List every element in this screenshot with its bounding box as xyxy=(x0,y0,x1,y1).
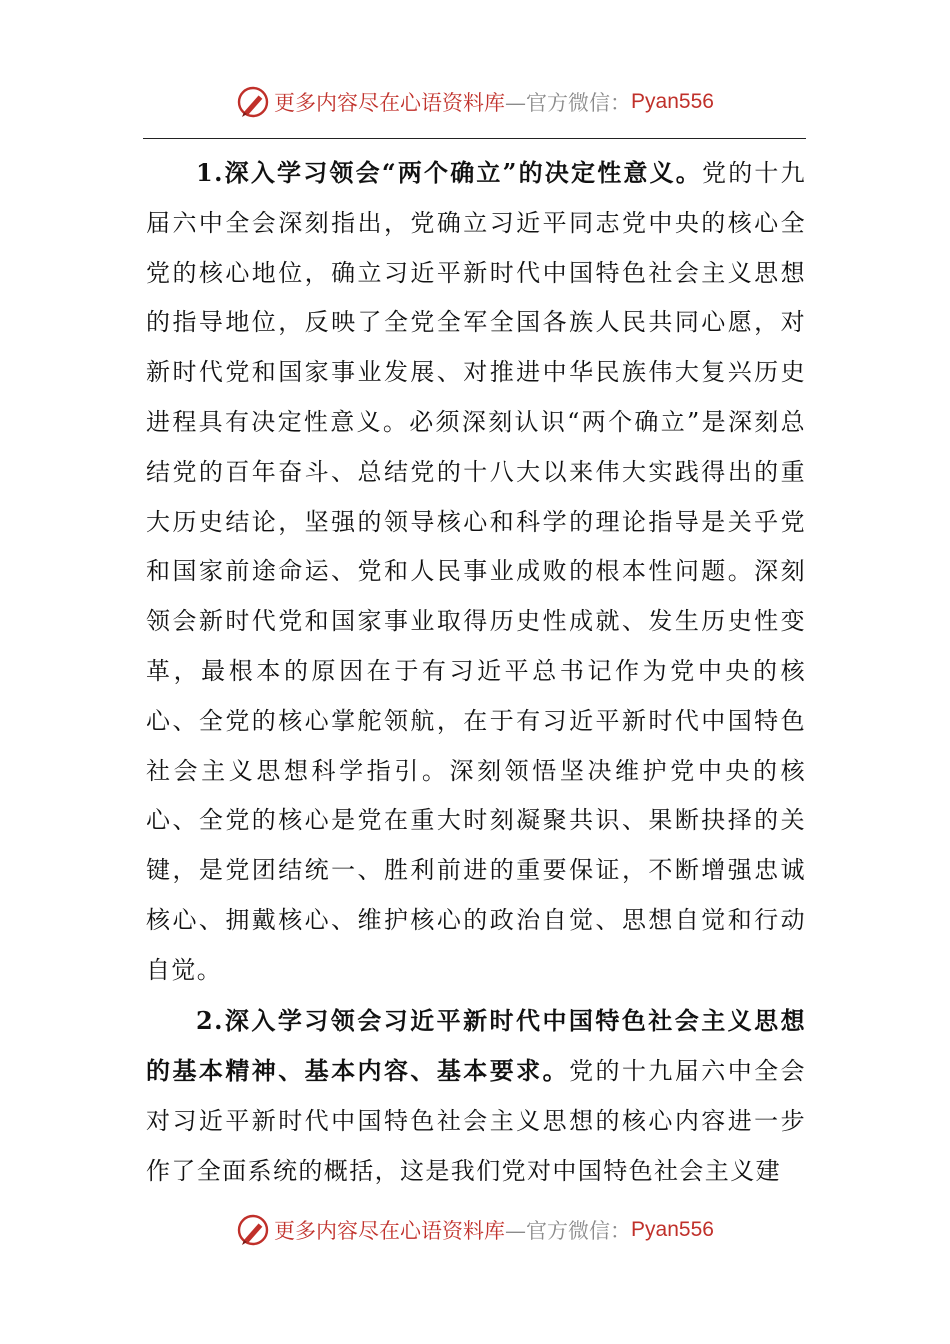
header-wechat-id: Pyan556 xyxy=(631,90,714,113)
paragraph-1-heading: 1.深入学习领会“两个确立”的决定性意义。 xyxy=(196,158,702,187)
paragraph-2 xyxy=(146,996,806,1197)
footer-banner xyxy=(0,1208,950,1252)
paragraph-2-heading: 2.深入学习领会习近平新时代中国特色社会主义思想的基本精神、基本内容、基本要求。 xyxy=(146,1005,806,1086)
footer-wechat-label: —官方微信： xyxy=(505,1219,632,1243)
pen-logo-icon xyxy=(236,85,270,119)
header-site-name: 更多内容尽在心语资料库 xyxy=(274,91,506,115)
paragraph-1-text: 党的十九届六中全会深刻指出，党确立习近平同志党中央的核心全党的核心地位，确立习近平新时代中国特色社会主义思想的指导地位，反映了全党全军全国各族人民共同心愿，对新时代党和国家事业发展、对推进中华民族伟大复兴历史进程具有决定性意义。必须深刻认识“两个确立”是深刻总结党的百年奋斗、总结党的十八大以来伟大实践得出的重大历史结论，坚强的领导核心和科学的理论指导是关乎党和国家前途命运、党和人民事业成败的根本性问题。深刻领会新时代党和国家事业取得历史性成就、发生历史性变革，最根本的原因在于有习近平总书记作为党中央的核心、全党的核心掌舵领航，在于有习近平新时代中国特色社会主义思想科学指引。深刻领悟坚决维护党中央的核心、全党的核心是党在重大时刻凝聚共识、果断抉择的关键，是党团结统一、胜利前进的重要保证，不断增强忠诚核心、拥戴核心、维护核心的政治自觉、思想自觉和行动自觉。 xyxy=(146,159,806,984)
document-body xyxy=(146,148,806,1197)
header-banner xyxy=(0,80,950,124)
header-divider xyxy=(143,138,806,139)
header-wechat-label: —官方微信： xyxy=(505,91,632,115)
paragraph-2-text: 党的十九届六中全会对习近平新时代中国特色社会主义思想的核心内容进一步作了全面系统的概括，这是我们党对中国特色社会主义建 xyxy=(146,1057,806,1185)
pen-logo-icon xyxy=(236,1213,270,1247)
footer-site-name: 更多内容尽在心语资料库 xyxy=(274,1219,506,1243)
paragraph-1 xyxy=(146,148,806,996)
footer-wechat-id: Pyan556 xyxy=(631,1218,714,1241)
